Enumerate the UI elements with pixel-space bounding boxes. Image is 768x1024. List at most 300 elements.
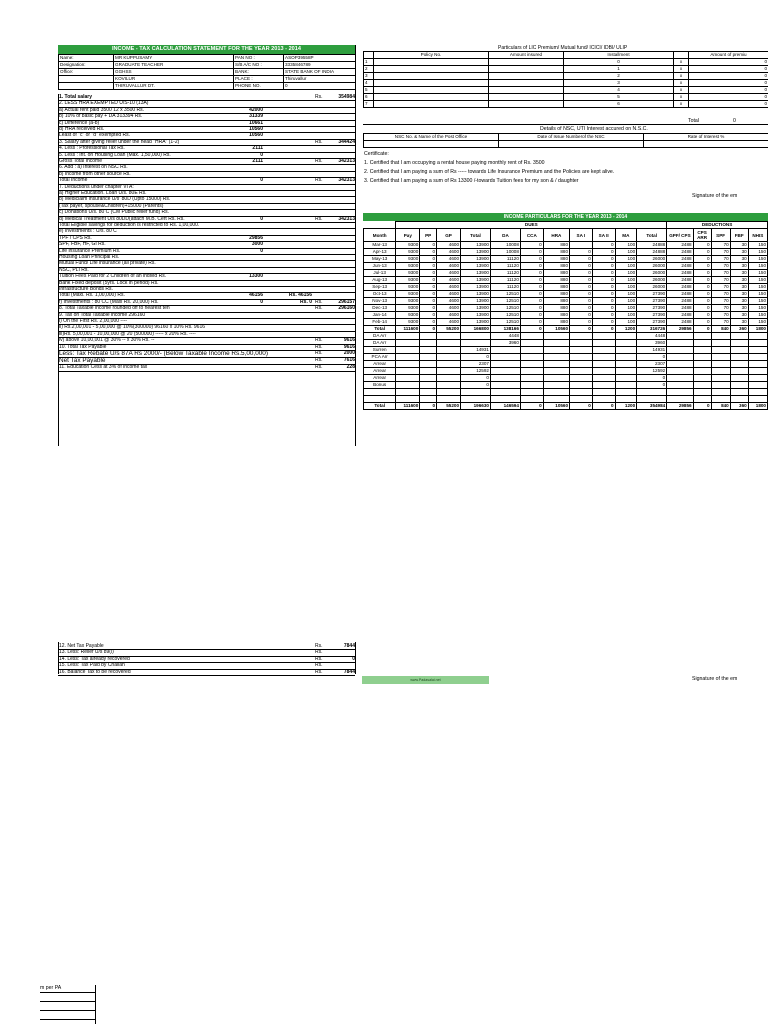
income-value-cell	[570, 382, 593, 389]
income-value-cell: 880	[543, 263, 569, 270]
income-value-cell	[693, 361, 711, 368]
tax-line-label: f) Investments : 80 CC (Maxi Rs. 20,000) Rs.	[59, 298, 159, 305]
lic-cell	[489, 87, 564, 94]
income-value-cell: 13900	[461, 242, 491, 249]
income-value-cell: 11120	[490, 277, 520, 284]
income-value-cell: 0	[420, 305, 437, 312]
income-value-cell: 4600	[437, 249, 461, 256]
income-value-cell: 30	[730, 249, 748, 256]
tax-line-label: Total (Maxi. Rs. 1,00,000) Rs.	[59, 292, 125, 299]
lic-header-cell: Policy No.	[374, 52, 489, 59]
income-value-cell	[520, 389, 543, 396]
info-cell: ASOP39558P	[284, 55, 356, 62]
tax-line-label: 7. Deductions under chapter VI A:	[59, 183, 134, 190]
income-value-cell	[592, 368, 615, 375]
income-value-cell: 0	[570, 249, 593, 256]
income-value-cell	[711, 375, 730, 382]
tax-line-currency: Rs.	[315, 138, 323, 145]
income-value-cell: 13900	[461, 270, 491, 277]
income-value-cell: 26000	[637, 263, 667, 270]
income-value-cell: 880	[543, 249, 569, 256]
balance-line-value: 7844	[343, 643, 355, 649]
income-value-cell	[711, 347, 730, 354]
income-value-cell: 10560	[543, 326, 569, 333]
income-value-cell: 0	[570, 263, 593, 270]
income-value-cell	[461, 396, 491, 403]
income-value-cell: 100	[615, 256, 637, 263]
income-month-cell: Bonus	[364, 382, 396, 389]
income-value-cell	[520, 340, 543, 347]
income-value-cell: 2488	[667, 319, 693, 326]
income-row	[364, 277, 768, 284]
income-value-cell: 70	[711, 291, 730, 298]
tax-line-subvalue: 0	[260, 215, 263, 222]
tax-line-currency: Rs.	[315, 337, 323, 344]
info-cell: GGHSS	[114, 69, 234, 76]
lic-title: Particulars of LIC Premium/ Mutual fund/ ICICI/ IDBI/ ULIP	[498, 45, 628, 51]
income-value-cell: 13900	[461, 263, 491, 270]
tax-line-subvalue: 31339	[249, 113, 263, 120]
tax-line-label: b) Income from other source Rs.	[59, 170, 131, 177]
website-badge[interactable]: www.Padasalai.net	[362, 676, 489, 684]
income-value-cell: 880	[543, 284, 569, 291]
income-value-cell: 11120	[490, 284, 520, 291]
income-value-cell: 4600	[437, 312, 461, 319]
lic-cell	[374, 87, 489, 94]
lic-cell: 0	[564, 59, 674, 66]
income-value-cell	[543, 347, 569, 354]
income-value-cell: 0	[461, 382, 491, 389]
income-value-cell: 0	[637, 382, 667, 389]
lic-cell: x	[674, 73, 689, 80]
tax-line	[58, 357, 356, 364]
income-value-cell	[437, 354, 461, 361]
income-value-cell	[396, 389, 420, 396]
income-value-cell	[730, 382, 748, 389]
tax-line-label: Bank Fixed deposit (5yrs. Lock in period) Rs.	[59, 279, 159, 286]
tax-line-label: c) Donations U/s. 80 C (CM Public relief fund) Rs.	[59, 209, 170, 216]
income-value-cell	[667, 347, 693, 354]
income-value-cell: 55200	[437, 326, 461, 333]
income-value-cell: 27390	[637, 319, 667, 326]
income-value-cell	[396, 382, 420, 389]
income-value-cell	[437, 361, 461, 368]
income-value-cell: 0	[592, 277, 615, 284]
income-value-cell: 0	[592, 263, 615, 270]
income-header-cell: SPF	[711, 229, 730, 242]
income-value-cell: 150	[748, 305, 767, 312]
income-value-cell: 0	[420, 263, 437, 270]
tax-line-currency: Rs.	[315, 215, 323, 222]
income-value-cell	[570, 368, 593, 375]
income-value-cell: 30	[730, 270, 748, 277]
income-header-cell: Total	[637, 229, 667, 242]
tax-line-label: 6. Add : a) Interest on NSC Rs.	[59, 164, 128, 171]
income-value-cell	[748, 340, 767, 347]
income-value-cell: 0	[520, 291, 543, 298]
income-value-cell	[748, 354, 767, 361]
tax-line-value: 9616	[343, 337, 355, 344]
lic-cell: 4	[364, 80, 374, 87]
lic-cell: 0	[689, 59, 768, 66]
income-value-cell: 30	[730, 298, 748, 305]
tax-line-subvalue: 10560	[249, 126, 263, 132]
balance-line-label: 13. Less: Relief U/s 89(i)	[59, 649, 114, 656]
income-value-cell	[420, 389, 437, 396]
tax-line-value: 7616	[343, 357, 355, 364]
income-value-cell: 13900	[461, 319, 491, 326]
income-month-cell: Jul-13	[364, 270, 396, 277]
income-value-cell: 0	[420, 270, 437, 277]
income-value-cell	[615, 333, 637, 340]
income-value-cell: 26000	[637, 270, 667, 277]
tax-line-subvalue: 10560	[249, 132, 263, 139]
income-value-cell	[667, 354, 693, 361]
income-value-cell: 12510	[490, 291, 520, 298]
tax-line-subvalue: 0	[260, 298, 263, 305]
income-value-cell: 30	[730, 312, 748, 319]
income-row	[364, 396, 768, 403]
income-value-cell	[490, 375, 520, 382]
tax-line-subvalue: 0	[260, 247, 263, 254]
income-value-cell	[570, 389, 593, 396]
income-value-cell: 840	[711, 326, 730, 333]
income-value-cell	[543, 354, 569, 361]
income-header-cell: FBF	[730, 229, 748, 242]
income-value-cell	[520, 375, 543, 382]
income-month-cell: Arrear	[364, 361, 396, 368]
income-value-cell	[615, 340, 637, 347]
income-value-cell: 880	[543, 291, 569, 298]
income-value-cell: 9300	[396, 263, 420, 270]
income-row	[364, 305, 768, 312]
income-value-cell: 150	[748, 242, 767, 249]
tax-line-label: Housing Loan Principal Rs.	[59, 254, 120, 260]
income-value-cell	[730, 375, 748, 382]
income-value-cell	[420, 354, 437, 361]
income-value-cell: 1800	[748, 326, 767, 333]
income-header-cell: DA	[490, 229, 520, 242]
income-value-cell: 55200	[437, 403, 461, 410]
income-value-cell	[667, 368, 693, 375]
income-value-cell: 0	[461, 375, 491, 382]
income-value-cell: 24888	[637, 242, 667, 249]
income-value-cell: 880	[543, 277, 569, 284]
income-value-cell: 4600	[437, 242, 461, 249]
income-value-cell: 10008	[490, 249, 520, 256]
info-cell: MR KUPPUSAMY	[114, 55, 234, 62]
income-value-cell	[461, 340, 491, 347]
income-value-cell	[543, 389, 569, 396]
income-value-cell	[711, 333, 730, 340]
income-header-cell: GPF/ CPS	[667, 229, 693, 242]
income-value-cell: 9300	[396, 305, 420, 312]
info-row	[59, 62, 356, 69]
income-value-cell: 100	[615, 291, 637, 298]
income-value-cell: 0	[592, 270, 615, 277]
tax-line-label: Life insurance Premium Rs.	[59, 247, 121, 254]
info-cell: 0	[284, 83, 356, 90]
tax-line-label: SPF, FBF, HF, GI Rs.	[59, 241, 106, 248]
balance-line-label: 12. Net Tax Payable	[59, 643, 104, 649]
income-value-cell	[543, 396, 569, 403]
income-value-cell	[437, 396, 461, 403]
income-value-cell: 70	[711, 256, 730, 263]
tax-line-label: 2. LESS HRA EXEMPTED U/S-10 (13A)	[59, 100, 149, 107]
income-value-cell	[420, 368, 437, 375]
income-value-cell	[490, 361, 520, 368]
income-value-cell	[748, 375, 767, 382]
income-value-cell: 4600	[437, 256, 461, 263]
income-value-cell: 9300	[396, 291, 420, 298]
lic-header-cell: Installment	[564, 52, 674, 59]
income-value-cell	[570, 375, 593, 382]
lic-cell	[374, 59, 489, 66]
income-value-cell	[490, 396, 520, 403]
income-value-cell	[615, 354, 637, 361]
lic-row	[364, 80, 768, 87]
income-value-cell	[543, 333, 569, 340]
info-cell: PAN NO :	[234, 55, 284, 62]
income-value-cell: 0	[693, 263, 711, 270]
income-value-cell: 13900	[461, 291, 491, 298]
income-value-cell	[693, 396, 711, 403]
tax-line-value: 296157	[338, 298, 355, 305]
tax-line-label: Least of "c" or "d" exempted Rs.	[59, 132, 131, 139]
income-value-cell	[490, 347, 520, 354]
income-row	[364, 319, 768, 326]
tax-line-subvalue: 10661	[249, 119, 263, 126]
info-row	[59, 55, 356, 62]
income-value-cell: 30	[730, 256, 748, 263]
certificate-line: 1. Certified that I am occupying a rental house paying monthly rent of Rs. 3500	[364, 160, 545, 166]
income-value-cell: 30	[730, 291, 748, 298]
income-value-cell	[396, 333, 420, 340]
tax-line-label: 9. Tax on Total Taxable income 296160	[59, 311, 146, 318]
income-value-cell	[748, 368, 767, 375]
income-value-cell: 100	[615, 270, 637, 277]
income-value-cell	[437, 340, 461, 347]
income-value-cell: 30	[730, 263, 748, 270]
income-value-cell: 0	[592, 326, 615, 333]
income-value-cell: 14931	[461, 347, 491, 354]
income-header-cell: MA	[615, 229, 637, 242]
income-header-cell: Pay	[396, 229, 420, 242]
income-value-cell: 70	[711, 284, 730, 291]
income-value-cell: 0	[592, 298, 615, 305]
nsc-header-cell: NSC No. & Name of the Post Office	[364, 134, 499, 141]
tax-line-label: 5. Less : Int. on Housing Loan (Max. 1,50,000) Rs.	[59, 151, 171, 158]
income-value-cell: 100	[615, 249, 637, 256]
income-value-cell	[615, 368, 637, 375]
income-header-cell: PP	[420, 229, 437, 242]
tax-line-value: 9616	[343, 343, 355, 350]
income-value-cell	[730, 368, 748, 375]
balance-line-label: 15. Less: Tax Paid by Challan	[59, 662, 125, 669]
tax-line-label: Total Eligible savings for deduction is restricted to Rs. 1,00,000.	[59, 222, 200, 228]
income-value-cell: 10008	[490, 242, 520, 249]
income-row	[364, 270, 768, 277]
info-cell: BANK:	[234, 69, 284, 76]
income-month-cell: Nov-13	[364, 298, 396, 305]
income-value-cell: 13900	[461, 305, 491, 312]
tax-line-label: 11. Education Cess at 3% of income tax	[59, 364, 148, 371]
tax-line-currency: Rs.	[315, 357, 323, 364]
income-value-cell: 150	[748, 263, 767, 270]
income-value-cell: 360	[730, 326, 748, 333]
income-value-cell: 26000	[637, 277, 667, 284]
lic-cell	[489, 66, 564, 73]
income-value-cell: 70	[711, 242, 730, 249]
tax-line-label: 10. Total Tax Payable	[59, 343, 107, 350]
info-cell: Designation:	[59, 62, 114, 69]
lic-cell: 5	[364, 87, 374, 94]
income-value-cell: 2488	[667, 256, 693, 263]
income-value-cell	[520, 354, 543, 361]
income-value-cell	[396, 354, 420, 361]
income-value-cell	[420, 333, 437, 340]
tax-line-label: Net Tax Payable	[59, 357, 106, 365]
income-value-cell	[592, 382, 615, 389]
tax-line-label: NSC, PLI Rs.	[59, 266, 89, 273]
income-header-cell: Month	[364, 229, 396, 242]
income-value-cell: 0	[520, 263, 543, 270]
income-value-cell	[748, 389, 767, 396]
tax-line-label: 4. Less : Professional Tax Rs.	[59, 145, 125, 152]
income-value-cell: 0	[693, 256, 711, 263]
lic-total-value: 0	[733, 118, 736, 124]
income-value-cell: 0	[420, 319, 437, 326]
income-month-cell: Total	[364, 403, 396, 410]
lic-premium-table	[363, 51, 768, 108]
income-value-cell: 0	[570, 319, 593, 326]
income-value-cell	[396, 375, 420, 382]
income-value-cell: 0	[520, 312, 543, 319]
income-value-cell: 0	[693, 277, 711, 284]
income-value-cell: 0	[520, 305, 543, 312]
income-value-cell: 4600	[437, 277, 461, 284]
income-value-cell	[592, 354, 615, 361]
income-value-cell: 13900	[461, 284, 491, 291]
income-row	[364, 340, 768, 347]
income-header-cell: Total	[461, 229, 491, 242]
income-value-cell	[730, 396, 748, 403]
income-value-cell: 9300	[396, 256, 420, 263]
income-header-cell: SA I	[570, 229, 593, 242]
income-row	[364, 333, 768, 340]
lic-cell: x	[674, 101, 689, 108]
info-row	[59, 83, 356, 90]
income-month-cell: DA Arr	[364, 340, 396, 347]
certificate-line: 2. Certified that I am paying a sum of Rs ----- towards Life Insurance Premium and the Policies are kept alive.	[364, 169, 615, 175]
income-value-cell: 0	[592, 403, 615, 410]
income-value-cell: 0	[520, 298, 543, 305]
income-value-cell: 70	[711, 263, 730, 270]
income-value-cell: 9300	[396, 312, 420, 319]
tax-line-subvalue: 3000	[251, 241, 263, 248]
income-value-cell	[437, 375, 461, 382]
income-value-cell	[615, 389, 637, 396]
income-value-cell: 0	[461, 354, 491, 361]
certificate-line: 3. Certified that I am paying a sum of Rs 13300 /-towards Tuition fees for my son & / daughter	[364, 178, 579, 184]
income-value-cell: 0	[693, 284, 711, 291]
tax-line-label: b) 10% of basic pay + DA 313394 Rs.	[59, 113, 143, 120]
tax-line-currency: Rs.	[315, 298, 323, 305]
tax-line-value: 342313	[338, 215, 355, 222]
income-value-cell	[592, 340, 615, 347]
income-row	[364, 389, 768, 396]
income-value-cell	[396, 340, 420, 347]
income-value-cell: 100	[615, 298, 637, 305]
lic-cell	[374, 94, 489, 101]
income-header-cell: GP	[437, 229, 461, 242]
income-value-cell	[667, 382, 693, 389]
lic-cell	[374, 66, 489, 73]
income-month-cell: Arrear	[364, 368, 396, 375]
income-value-cell: 0	[592, 249, 615, 256]
lic-cell: 2	[564, 73, 674, 80]
income-value-cell	[711, 368, 730, 375]
income-value-cell	[420, 396, 437, 403]
income-value-cell	[693, 368, 711, 375]
tax-line-subvalue: 46156	[249, 292, 263, 299]
income-value-cell	[615, 396, 637, 403]
income-row	[364, 263, 768, 270]
income-value-cell: 100	[615, 263, 637, 270]
income-value-cell	[615, 382, 637, 389]
income-value-cell	[667, 396, 693, 403]
income-value-cell	[748, 347, 767, 354]
income-value-cell	[520, 347, 543, 354]
lic-cell: x	[674, 94, 689, 101]
lic-header-cell	[364, 52, 374, 59]
income-value-cell: 2488	[667, 242, 693, 249]
income-value-cell: 880	[543, 319, 569, 326]
income-value-cell: 0	[420, 256, 437, 263]
income-value-cell	[520, 396, 543, 403]
income-value-cell	[520, 361, 543, 368]
income-value-cell: 2307	[461, 361, 491, 368]
income-value-cell: 0	[570, 298, 593, 305]
income-value-cell: 100	[615, 312, 637, 319]
lic-cell: 1	[564, 66, 674, 73]
lic-cell	[374, 73, 489, 80]
lic-cell: 0	[689, 94, 768, 101]
income-row	[364, 256, 768, 263]
tax-line-label: 1. Total salary	[59, 94, 92, 100]
income-value-cell	[543, 382, 569, 389]
income-value-cell	[461, 389, 491, 396]
income-value-cell: 111600	[396, 326, 420, 333]
income-month-cell: Jun-13	[364, 263, 396, 270]
income-value-cell	[693, 375, 711, 382]
income-value-cell	[730, 347, 748, 354]
income-value-cell: 11120	[490, 263, 520, 270]
income-value-cell: 0	[520, 242, 543, 249]
lic-total-label: Total	[688, 118, 699, 124]
income-value-cell: 1800	[748, 403, 767, 410]
income-value-cell: 100	[615, 284, 637, 291]
income-value-cell: 0	[570, 312, 593, 319]
income-value-cell: 9300	[396, 277, 420, 284]
lic-header-cell: Amount insured	[489, 52, 564, 59]
income-value-cell: 0	[570, 326, 593, 333]
income-header-cell: CCA	[520, 229, 543, 242]
lic-cell: x	[674, 87, 689, 94]
income-value-cell: 30	[730, 305, 748, 312]
income-particulars-title: INCOME PARTICULARS FOR THE YEAR 2013 - 2014	[363, 213, 768, 221]
lic-row	[364, 73, 768, 80]
